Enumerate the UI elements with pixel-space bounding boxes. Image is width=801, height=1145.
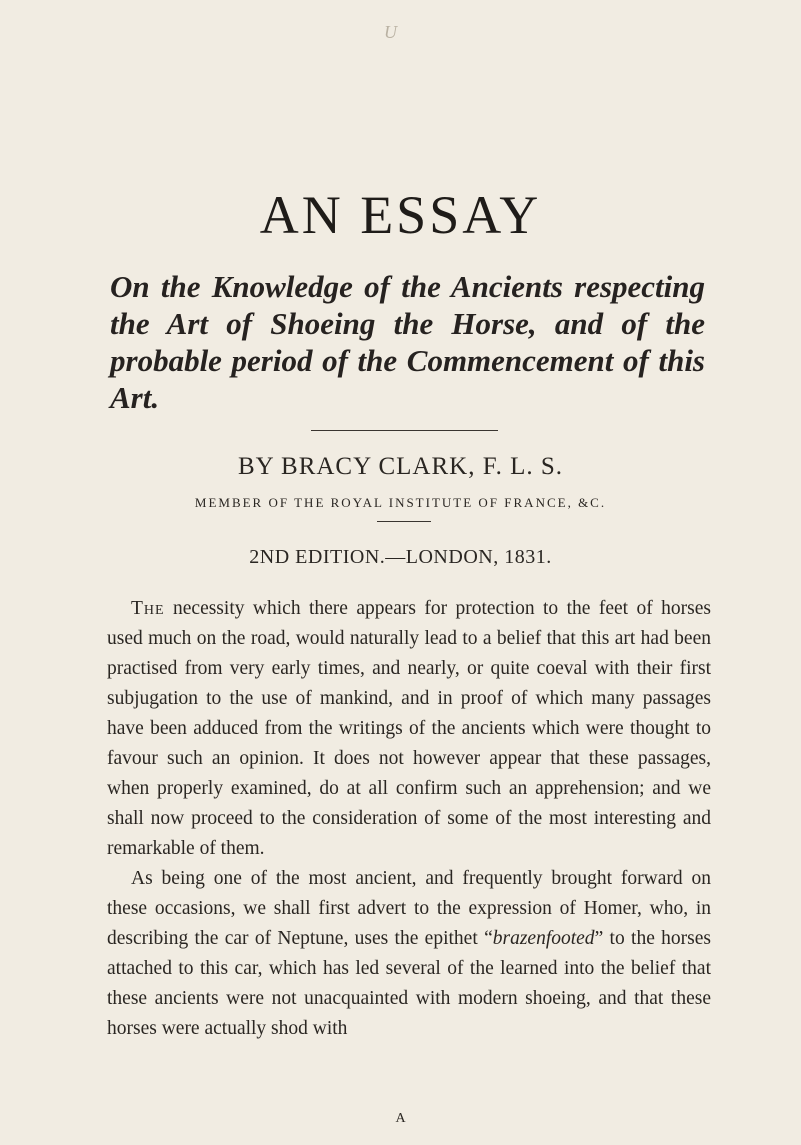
essay-body (107, 594, 711, 1044)
signature-mark: A (395, 1111, 406, 1126)
paragraph-2 (107, 864, 711, 1044)
paragraph-2-italic-term: brazenfooted (492, 928, 595, 949)
subtitle: On the Knowledge of the Ancients respecting the Art of Shoeing the Horse, and of the probable period of the Commencement of this Art. (110, 269, 705, 415)
edition-line: 2ND EDITION.—LONDON, 1831. (249, 546, 552, 568)
divider-rule (311, 430, 498, 431)
short-divider-rule (377, 521, 431, 522)
author-affiliation: MEMBER OF THE ROYAL INSTITUTE OF FRANCE, &C. (194, 495, 607, 510)
paragraph-2-text-start: As being one of the most ancient, and frequently brought forward on these occasions, we shall first advert to the expression of Homer, who, in describing the car of Neptune, uses the epithet “ (107, 868, 711, 949)
page-title: AN ESSAY (259, 185, 542, 245)
paragraph-1 (107, 594, 711, 864)
paragraph-1-text: necessity which there appears for protection to the feet of horses used much on the road, would naturally lead to a belief that this art had been practised from very early times, and nearly, or quite coeval with their first subjugation to the use of mankind, and in proof of which many passages have been adduced from the writings of the ancients which were thought to favour such an opinion. It does not however appear that these passages, when properly examined, do at all confirm such an apprehension; and we shall now proceed to the consideration of some of the most interesting and remarkable of them. (107, 598, 711, 859)
paragraph-lead-word: The (131, 598, 165, 619)
author-line: BY BRACY CLARK, F. L. S. (237, 453, 564, 480)
handwritten-folio-mark: U (384, 22, 397, 42)
paragraph-2-text-end: ” to the horses attached to this car, which has led several of the learned into the belief that these ancients were not unacquainted with modern shoeing, and that these horses were actually shod with (107, 928, 711, 1039)
